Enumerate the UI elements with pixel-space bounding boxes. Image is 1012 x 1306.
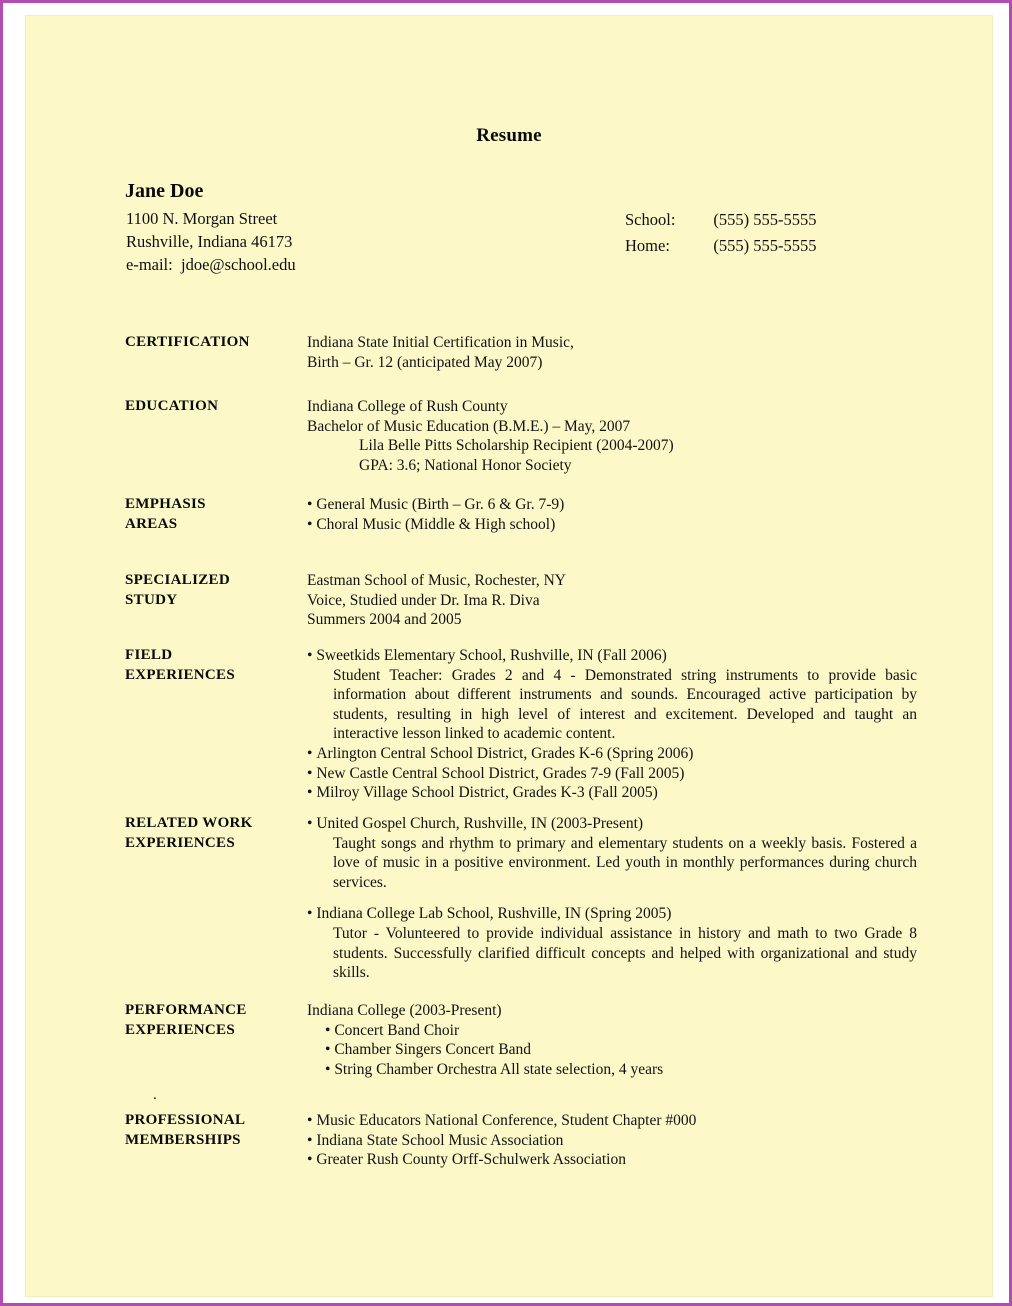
bullet-item: • Arlington Central School District, Grades K-6 (Spring 2006) — [307, 744, 694, 762]
section-body — [307, 571, 917, 630]
text-line: Indiana College of Rush County — [307, 398, 508, 415]
text-line-indented: Lila Belle Pitts Scholarship Recipient (2004-2007) — [359, 437, 674, 455]
section-body — [307, 495, 917, 534]
text-line: Bachelor of Music Education (B.M.E.) – May, 2007 — [307, 417, 631, 435]
email-line: e-mail: jdoe@school.edu — [126, 255, 296, 274]
section-label-line: EMPHASIS — [125, 496, 206, 512]
bullet-item: • Greater Rush County Orff-Schulwerk Association — [307, 1151, 626, 1169]
bullet-item: • General Music (Birth – Gr. 6 & Gr. 7-9) — [307, 496, 565, 513]
bullet-item: • Choral Music (Middle & High school) — [307, 515, 556, 533]
address-line-1: 1100 N. Morgan Street — [126, 209, 278, 228]
section-label — [125, 333, 300, 353]
detail-paragraph: Taught songs and rhythm to primary and elementary students on a weekly basis. Fostered a love of music in a positive environment. Led youth in monthly performances during church services. — [333, 834, 917, 891]
text-line: Indiana State Initial Certification in Music, — [307, 334, 574, 351]
bullet-item: • Indiana State School Music Association — [307, 1131, 564, 1149]
bullet-text: Music Educators National Conference, Student Chapter #000 — [316, 1112, 697, 1129]
stray-period-mark: . — [153, 1087, 157, 1103]
section-label — [125, 397, 300, 417]
section-label — [125, 1111, 300, 1150]
resume-sections — [25, 333, 993, 1191]
bullet-item: • Milroy Village School District, Grades K-3 (Fall 2005) — [307, 784, 658, 802]
section-label-line: EXPERIENCES — [125, 666, 235, 683]
section-label-line: AREAS — [125, 515, 178, 532]
bullet-text: Choral Music (Middle & High school) — [316, 515, 556, 533]
contact-phone-block — [625, 208, 817, 260]
phone-row — [625, 234, 817, 260]
section-certification — [25, 333, 993, 397]
section-body — [307, 1001, 917, 1079]
bullet-text: Greater Rush County Orff-Schulwerk Association — [316, 1151, 626, 1169]
bullet-item: • Music Educators National Conference, Student Chapter #000 — [307, 1112, 697, 1129]
section-label-line: MEMBERSHIPS — [125, 1131, 241, 1148]
phone-value-school: (555) 555-5555 — [713, 210, 817, 229]
section-label-line: EXPERIENCES — [125, 1021, 235, 1038]
text-line: Summers 2004 and 2005 — [307, 611, 462, 629]
address-line-2: Rushville, Indiana 46173 — [126, 232, 293, 251]
section-body — [307, 646, 917, 803]
resume-paper — [25, 15, 993, 1297]
text-line: Eastman School of Music, Rochester, NY — [307, 572, 566, 589]
bullet-item: • Sweetkids Elementary School, Rushville, IN (Fall 2006) — [307, 647, 667, 664]
bullet-item: • Chamber Singers Concert Band — [325, 1041, 532, 1059]
bullet-item: • Indiana College Lab School, Rushville, IN (Spring 2005) — [307, 905, 672, 923]
bullet-text: Chamber Singers Concert Band — [334, 1041, 532, 1059]
section-professional-memberships — [25, 1111, 993, 1191]
bullet-text: General Music (Birth – Gr. 6 & Gr. 7-9) — [316, 496, 565, 513]
section-label-line: RELATED WORK — [125, 815, 253, 831]
text-line: Indiana College (2003-Present) — [307, 1002, 502, 1019]
bullet-text: United Gospel Church, Rushville, IN (2003-Present) — [316, 815, 644, 832]
section-label — [125, 646, 300, 685]
section-label — [125, 1001, 300, 1040]
section-performance-experiences — [25, 1001, 993, 1111]
section-label-line: STUDY — [125, 591, 178, 608]
text-line-indented: GPA: 3.6; National Honor Society — [359, 456, 572, 474]
section-emphasis-areas — [25, 495, 993, 571]
bullet-text: Sweetkids Elementary School, Rushville, IN (Fall 2006) — [316, 647, 667, 664]
page-title: Resume — [476, 125, 542, 146]
section-body — [307, 814, 917, 983]
section-label — [125, 571, 300, 610]
section-label-line: EDUCATION — [125, 398, 219, 414]
section-label — [125, 814, 300, 853]
bullet-item: • United Gospel Church, Rushville, IN (2003-Present) — [307, 815, 644, 832]
bullet-item: • Concert Band Choir — [325, 1021, 460, 1039]
section-label-line: EXPERIENCES — [125, 834, 235, 851]
section-field-experiences — [25, 646, 993, 814]
phone-label-home: Home: — [625, 236, 670, 255]
section-label — [125, 495, 300, 534]
section-related-work-experiences — [25, 814, 993, 1001]
bullet-text: String Chamber Orchestra All state selection, 4 years — [334, 1060, 664, 1078]
phone-value-home: (555) 555-5555 — [713, 236, 817, 255]
detail-paragraph: Student Teacher: Grades 2 and 4 - Demonstrated string instruments to provide basic information about different instruments and sounds. Encouraged active participation by students, resulting in high level of interest and excitement. Developed and taught an interactive lesson linked to academic content. — [333, 666, 917, 743]
text-line: Voice, Studied under Dr. Ima R. Diva — [307, 591, 540, 609]
phone-row — [625, 208, 817, 234]
bullet-text: Arlington Central School District, Grades K-6 (Spring 2006) — [316, 744, 694, 762]
section-specialized-study — [25, 571, 993, 646]
detail-paragraph: Tutor - Volunteered to provide individual assistance in history and math to two Grade 8 students. Successfully clarified difficult concepts and helped with organizational and study skills. — [333, 924, 917, 982]
section-body — [307, 397, 917, 475]
section-label-line: PERFORMANCE — [125, 1002, 247, 1018]
bullet-text: New Castle Central School District, Grades 7-9 (Fall 2005) — [316, 764, 685, 782]
bullet-text: Milroy Village School District, Grades K-3 (Fall 2005) — [316, 784, 658, 802]
bullet-item: • New Castle Central School District, Grades 7-9 (Fall 2005) — [307, 764, 685, 782]
section-label-line: CERTIFICATION — [125, 334, 250, 350]
applicant-name: Jane Doe — [125, 180, 204, 202]
section-label-line: FIELD — [125, 647, 173, 663]
bullet-text: Indiana State School Music Association — [316, 1131, 564, 1149]
text-line: Birth – Gr. 12 (anticipated May 2007) — [307, 353, 543, 371]
section-education — [25, 397, 993, 495]
section-label-line: SPECIALIZED — [125, 572, 230, 588]
section-body — [307, 1111, 917, 1170]
contact-address-block — [126, 207, 296, 276]
section-body — [307, 333, 917, 372]
bullet-item: • String Chamber Orchestra All state selection, 4 years — [325, 1060, 664, 1078]
section-label-line: PROFESSIONAL — [125, 1112, 246, 1128]
bullet-text: Concert Band Choir — [334, 1021, 460, 1039]
resume-document — [25, 15, 993, 1297]
bullet-text: Indiana College Lab School, Rushville, IN (Spring 2005) — [316, 905, 672, 923]
phone-label-school: School: — [625, 210, 676, 229]
